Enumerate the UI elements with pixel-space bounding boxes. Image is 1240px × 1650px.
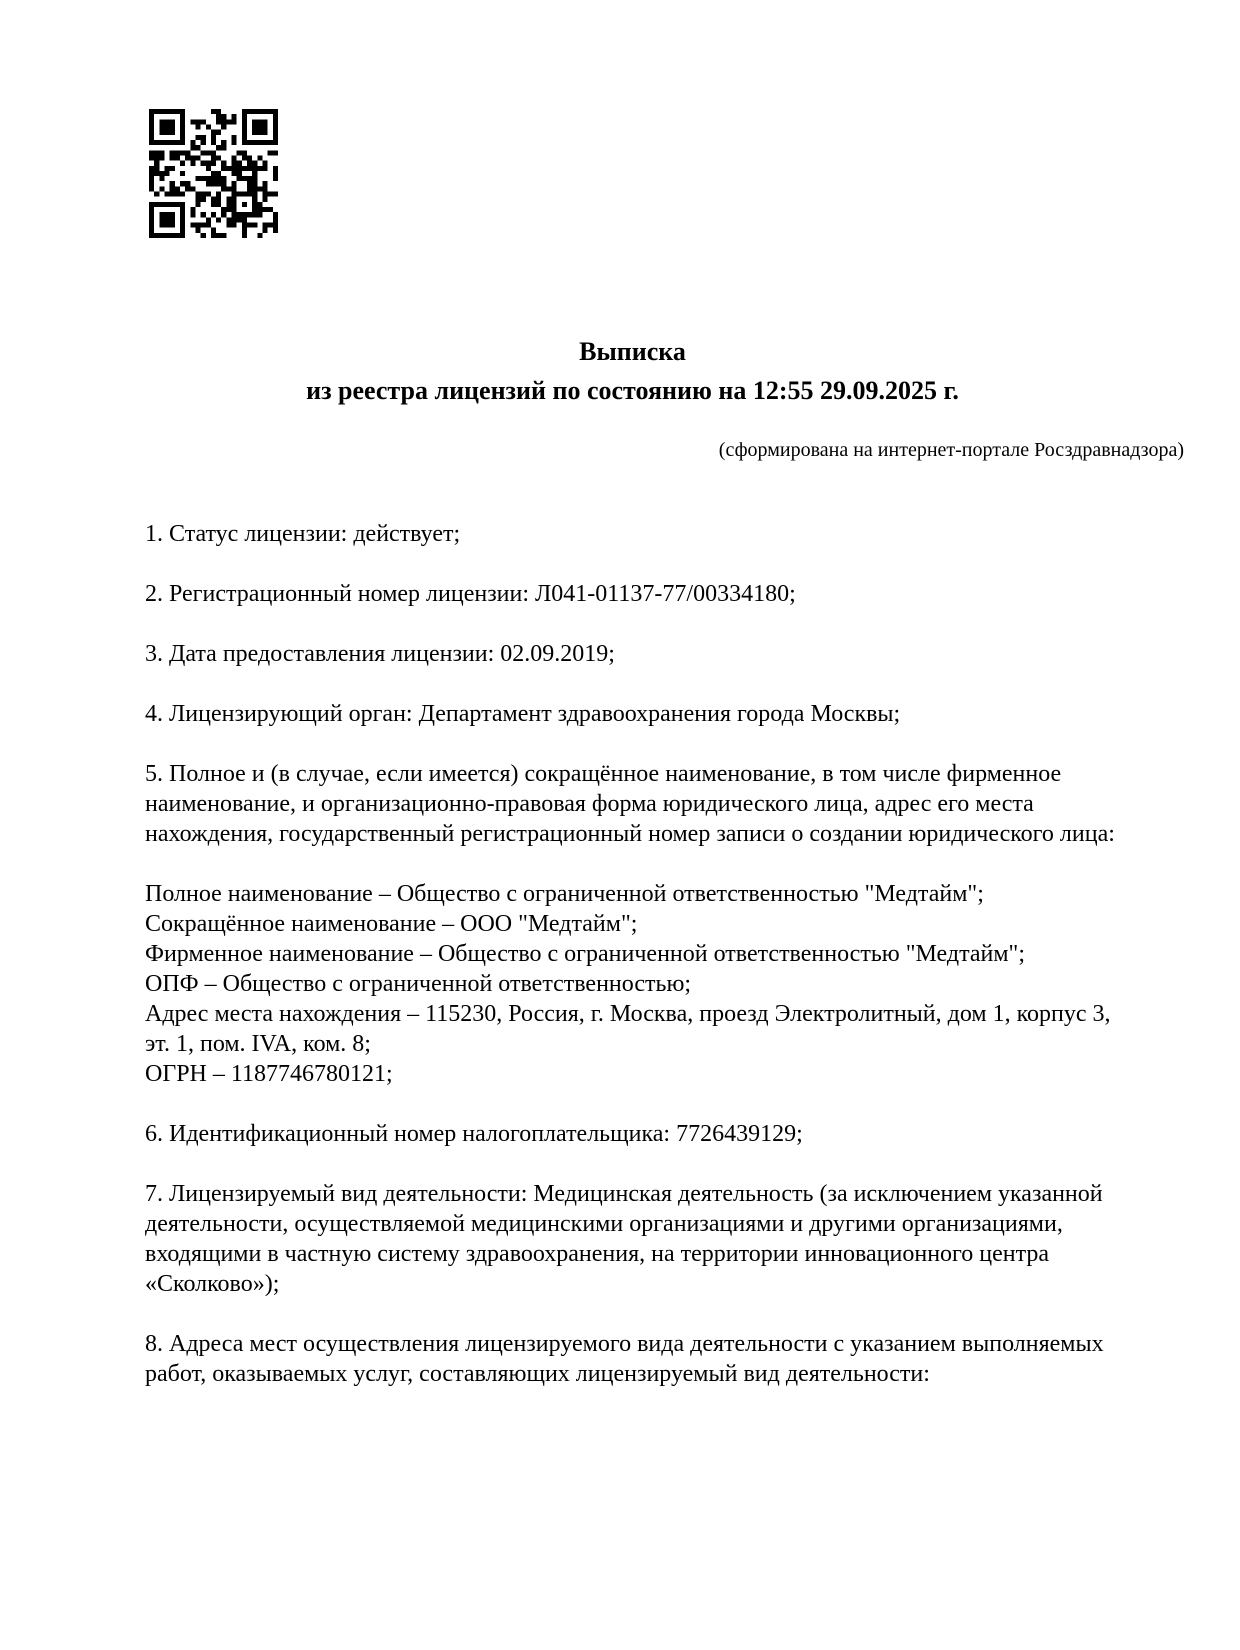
document-subtitle: (сформирована на интернет-портале Росздравнадзора)	[718, 439, 1184, 461]
text-line: Полное наименование – Общество с ограниченной ответственностью "Медтайм";	[145, 881, 984, 907]
text-line: 3. Дата предоставления лицензии: 02.09.2019;	[145, 641, 615, 667]
text-line: 5. Полное и (в случае, если имеется) сокращённое наименование, в том числе фирменное	[145, 761, 1062, 787]
text-line: 4. Лицензирующий орган: Департамент здравоохранения города Москвы;	[145, 701, 901, 727]
title-line-2: из реестра лицензий по состоянию на 12:55 29.09.2025 г.	[306, 376, 959, 405]
text-line: 7. Лицензируемый вид деятельности: Медицинская деятельность (за исключением указанной	[145, 1181, 1103, 1207]
text-line: 2. Регистрационный номер лицензии: Л041-01137-77/00334180;	[145, 581, 796, 607]
text-line: Сокращённое наименование – ООО "Медтайм";	[145, 911, 638, 937]
paragraph-9	[145, 1329, 1185, 1389]
text-line: 8. Адреса мест осуществления лицензируемого вида деятельности с указанием выполняемых	[145, 1331, 1104, 1357]
title-line-1: Выписка	[579, 337, 686, 366]
paragraph-3	[145, 639, 1185, 669]
paragraph-8	[145, 1179, 1185, 1299]
text-line: наименование, и организационно-правовая форма юридического лица, адрес его места	[145, 791, 1034, 817]
text-line: «Сколково»);	[145, 1271, 280, 1297]
document-title	[140, 332, 1125, 410]
text-line: Адрес места нахождения – 115230, Россия, г. Москва, проезд Электролитный, дом 1, корпус 3,	[145, 1001, 1111, 1027]
text-line: эт. 1, пом. IVA, ком. 8;	[145, 1031, 371, 1057]
text-line: ОПФ – Общество с ограниченной ответственностью;	[145, 971, 692, 997]
text-line: ОГРН – 1187746780121;	[145, 1061, 393, 1087]
text-line: 1. Статус лицензии: действует;	[145, 521, 461, 547]
text-line: входящими в частную систему здравоохранения, на территории инновационного центра	[145, 1241, 1050, 1267]
paragraph-1	[145, 519, 1185, 549]
document-body	[145, 519, 1185, 1389]
paragraph-2	[145, 579, 1185, 609]
paragraph-6	[145, 879, 1185, 1089]
paragraph-4	[145, 699, 1185, 729]
paragraph-5	[145, 759, 1185, 849]
qr-code-icon	[149, 109, 278, 238]
text-line: работ, оказываемых услуг, составляющих лицензируемый вид деятельности:	[145, 1361, 930, 1387]
text-line: нахождения, государственный регистрационный номер записи о создании юридического лица:	[145, 821, 1115, 847]
paragraph-7	[145, 1119, 1185, 1149]
text-line: 6. Идентификационный номер налогоплательщика: 7726439129;	[145, 1121, 803, 1147]
text-line: деятельности, осуществляемой медицинскими организациями и другими организациями,	[145, 1211, 1063, 1237]
text-line: Фирменное наименование – Общество с ограниченной ответственностью "Медтайм";	[145, 941, 1025, 967]
